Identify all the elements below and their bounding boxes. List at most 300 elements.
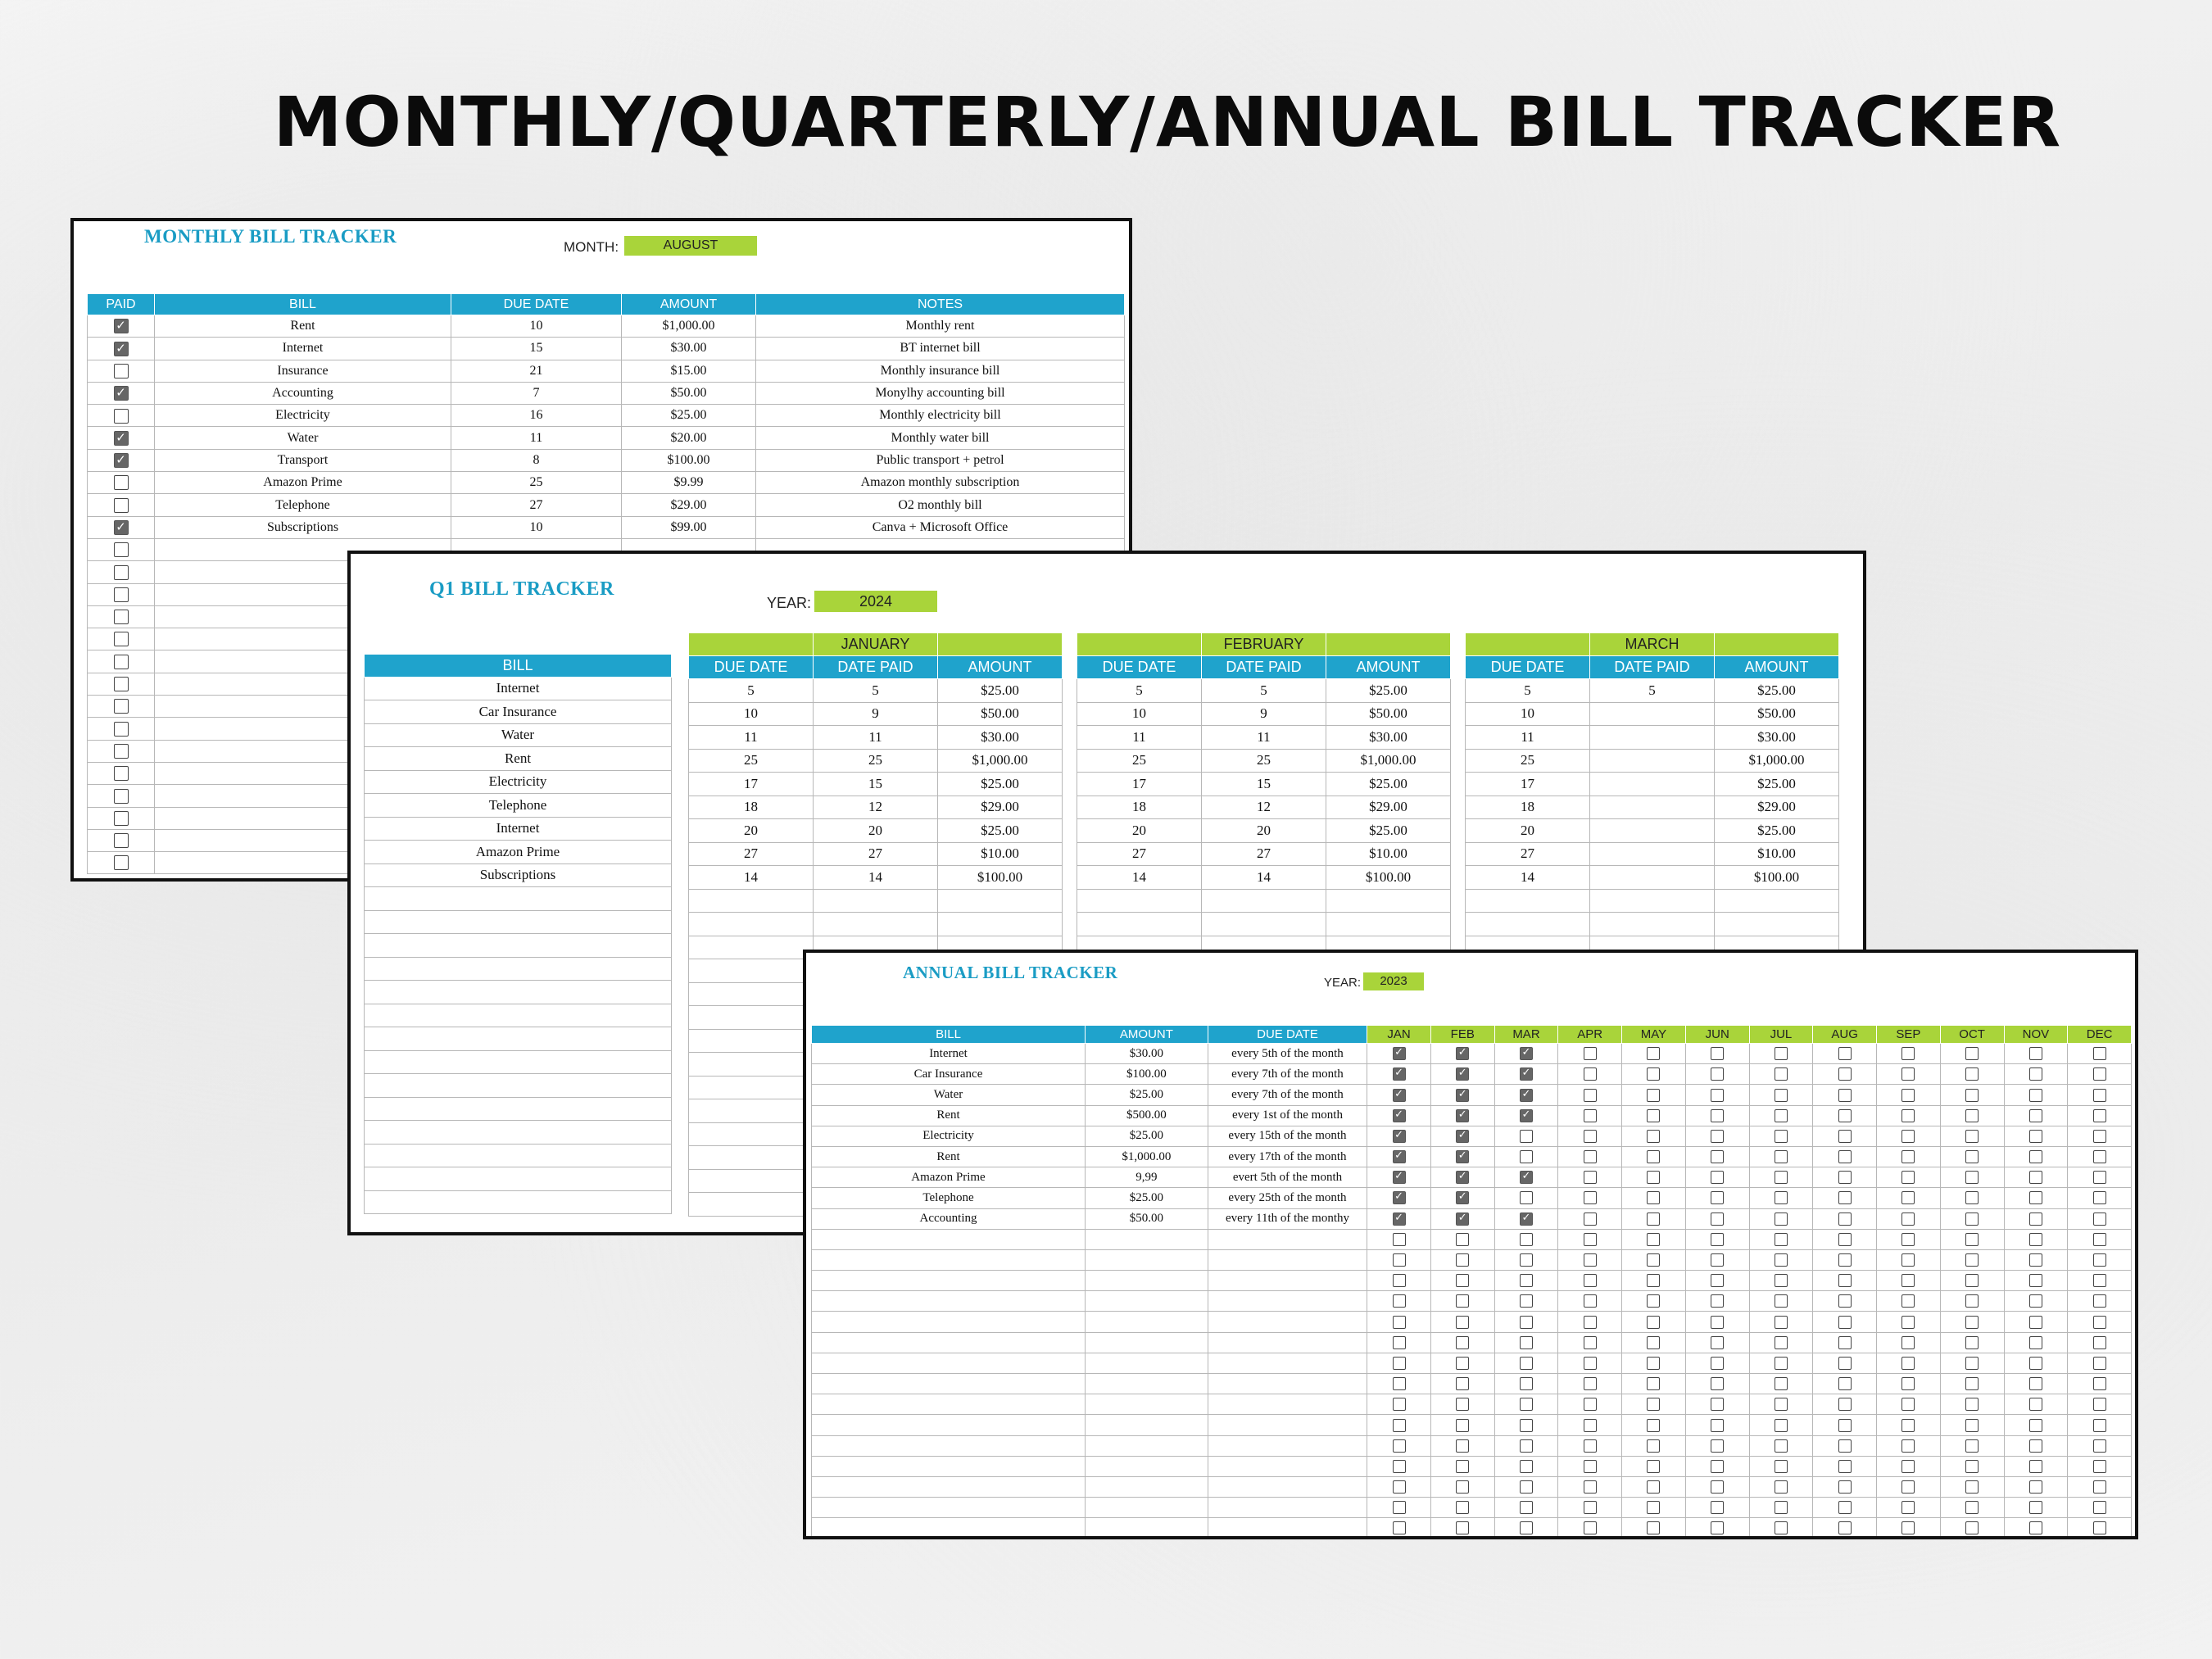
annual-due-cell[interactable]: every 11th of the monthy (1208, 1208, 1367, 1229)
month-paid-checkbox[interactable] (1965, 1253, 1979, 1267)
month-paid-checkbox[interactable] (1520, 1130, 1533, 1143)
empty-cell[interactable] (814, 889, 938, 913)
q1-date-paid-cell[interactable]: 15 (814, 773, 938, 796)
month-paid-checkbox[interactable] (1647, 1253, 1660, 1267)
month-paid-checkbox[interactable] (1456, 1357, 1469, 1370)
month-paid-checkbox[interactable] (2029, 1480, 2042, 1494)
month-paid-checkbox[interactable] (1965, 1067, 1979, 1081)
month-paid-checkbox[interactable] (1520, 1521, 1533, 1534)
month-paid-checkbox[interactable]: ✓ (1456, 1191, 1469, 1204)
monthly-amount-cell[interactable]: $29.00 (622, 494, 756, 516)
empty-cell[interactable] (689, 1146, 814, 1170)
month-paid-checkbox[interactable]: ✓ (1393, 1067, 1406, 1081)
empty-cell[interactable] (365, 887, 672, 911)
month-paid-checkbox[interactable] (1838, 1377, 1852, 1390)
month-paid-checkbox[interactable] (1775, 1274, 1788, 1287)
q1-date-paid-cell[interactable]: 5 (814, 679, 938, 703)
empty-cell[interactable] (1590, 889, 1715, 913)
annual-amount-cell[interactable]: $50.00 (1086, 1208, 1208, 1229)
q1-date-paid-cell[interactable]: 12 (1202, 796, 1326, 819)
month-paid-checkbox[interactable] (1775, 1213, 1788, 1226)
paid-checkbox[interactable] (114, 766, 129, 781)
month-paid-checkbox[interactable] (1647, 1336, 1660, 1349)
empty-cell[interactable] (1208, 1353, 1367, 1373)
month-paid-checkbox[interactable] (1647, 1067, 1660, 1081)
annual-due-cell[interactable]: every 1st of the month (1208, 1105, 1367, 1126)
month-paid-checkbox[interactable] (1711, 1316, 1724, 1329)
q1-amount-cell[interactable]: $30.00 (1715, 726, 1839, 750)
month-paid-checkbox[interactable] (1584, 1171, 1597, 1184)
q1-date-paid-cell[interactable]: 5 (1590, 679, 1715, 703)
month-paid-checkbox[interactable] (1584, 1130, 1597, 1143)
q1-bill-cell[interactable]: Electricity (365, 770, 672, 794)
month-paid-checkbox[interactable] (1393, 1316, 1406, 1329)
empty-cell[interactable] (1466, 889, 1590, 913)
q1-due-date-cell[interactable]: 25 (1466, 749, 1590, 773)
q1-amount-cell[interactable]: $25.00 (1715, 679, 1839, 703)
month-paid-checkbox[interactable] (1647, 1233, 1660, 1246)
empty-cell[interactable] (812, 1229, 1086, 1249)
month-paid-checkbox[interactable] (2093, 1253, 2106, 1267)
monthly-bill-cell[interactable]: Internet (155, 338, 451, 360)
monthly-due-cell[interactable]: 16 (451, 405, 622, 427)
monthly-due-cell[interactable]: 10 (451, 315, 622, 338)
q1-date-paid-cell[interactable]: 9 (1202, 702, 1326, 726)
q1-due-date-cell[interactable]: 25 (689, 749, 814, 773)
month-paid-checkbox[interactable] (2093, 1357, 2106, 1370)
paid-checkbox[interactable] (114, 610, 129, 624)
month-paid-checkbox[interactable] (2029, 1274, 2042, 1287)
monthly-amount-cell[interactable]: $15.00 (622, 360, 756, 382)
empty-cell[interactable] (1208, 1498, 1367, 1518)
month-paid-checkbox[interactable] (1711, 1294, 1724, 1308)
month-paid-checkbox[interactable] (1647, 1089, 1660, 1102)
q1-due-date-cell[interactable]: 5 (689, 679, 814, 703)
q1-bill-cell[interactable]: Amazon Prime (365, 841, 672, 864)
month-paid-checkbox[interactable] (1838, 1047, 1852, 1060)
month-paid-checkbox[interactable] (1584, 1109, 1597, 1122)
month-paid-checkbox[interactable] (2093, 1067, 2106, 1081)
month-paid-checkbox[interactable]: ✓ (1393, 1213, 1406, 1226)
month-paid-checkbox[interactable] (1711, 1213, 1724, 1226)
paid-checkbox[interactable]: ✓ (114, 520, 129, 535)
month-paid-checkbox[interactable] (1902, 1419, 1915, 1432)
month-paid-checkbox[interactable] (1584, 1253, 1597, 1267)
q1-due-date-cell[interactable]: 27 (1077, 842, 1202, 866)
month-paid-checkbox[interactable]: ✓ (1393, 1047, 1406, 1060)
empty-cell[interactable] (812, 1291, 1086, 1312)
empty-cell[interactable] (1086, 1332, 1208, 1353)
month-paid-checkbox[interactable] (1711, 1191, 1724, 1204)
month-paid-checkbox[interactable] (1520, 1233, 1533, 1246)
month-paid-checkbox[interactable] (2093, 1233, 2106, 1246)
monthly-notes-cell[interactable]: BT internet bill (756, 338, 1125, 360)
month-paid-checkbox[interactable] (2029, 1089, 2042, 1102)
empty-cell[interactable] (812, 1415, 1086, 1435)
month-paid-checkbox[interactable] (2093, 1521, 2106, 1534)
month-paid-checkbox[interactable] (1584, 1501, 1597, 1514)
month-paid-checkbox[interactable] (1456, 1419, 1469, 1432)
month-paid-checkbox[interactable] (1838, 1067, 1852, 1081)
empty-cell[interactable] (1208, 1435, 1367, 1456)
monthly-notes-cell[interactable]: Public transport + petrol (756, 449, 1125, 471)
month-paid-checkbox[interactable] (2029, 1067, 2042, 1081)
month-paid-checkbox[interactable] (1902, 1377, 1915, 1390)
month-paid-checkbox[interactable] (1711, 1419, 1724, 1432)
month-paid-checkbox[interactable] (1584, 1316, 1597, 1329)
month-paid-checkbox[interactable]: ✓ (1456, 1150, 1469, 1163)
paid-checkbox[interactable] (114, 565, 129, 580)
paid-checkbox[interactable]: ✓ (114, 386, 129, 401)
q1-due-date-cell[interactable]: 27 (1466, 842, 1590, 866)
month-paid-checkbox[interactable] (1838, 1419, 1852, 1432)
month-paid-checkbox[interactable] (2029, 1213, 2042, 1226)
empty-cell[interactable] (1086, 1415, 1208, 1435)
month-paid-checkbox[interactable] (1711, 1357, 1724, 1370)
month-paid-checkbox[interactable] (1965, 1109, 1979, 1122)
month-paid-checkbox[interactable] (1838, 1233, 1852, 1246)
month-paid-checkbox[interactable] (1775, 1047, 1788, 1060)
q1-bill-cell[interactable]: Internet (365, 817, 672, 841)
month-paid-checkbox[interactable] (1520, 1274, 1533, 1287)
month-paid-checkbox[interactable] (1520, 1398, 1533, 1411)
month-paid-checkbox[interactable] (1775, 1316, 1788, 1329)
month-paid-checkbox[interactable] (1393, 1398, 1406, 1411)
month-paid-checkbox[interactable] (1393, 1294, 1406, 1308)
empty-cell[interactable] (1326, 889, 1451, 913)
month-paid-checkbox[interactable] (1965, 1357, 1979, 1370)
q1-date-paid-cell[interactable]: 5 (1202, 679, 1326, 703)
month-paid-checkbox[interactable] (1711, 1047, 1724, 1060)
month-paid-checkbox[interactable] (1838, 1336, 1852, 1349)
month-paid-checkbox[interactable] (1965, 1377, 1979, 1390)
month-paid-checkbox[interactable] (1393, 1419, 1406, 1432)
month-paid-checkbox[interactable] (1584, 1191, 1597, 1204)
paid-checkbox[interactable] (114, 677, 129, 691)
q1-due-date-cell[interactable]: 10 (689, 702, 814, 726)
month-paid-checkbox[interactable] (1711, 1233, 1724, 1246)
month-paid-checkbox[interactable] (1902, 1480, 1915, 1494)
annual-bill-cell[interactable]: Accounting (812, 1208, 1086, 1229)
month-paid-checkbox[interactable]: ✓ (1456, 1109, 1469, 1122)
month-paid-checkbox[interactable] (1965, 1521, 1979, 1534)
q1-due-date-cell[interactable]: 25 (1077, 749, 1202, 773)
month-paid-checkbox[interactable]: ✓ (1393, 1130, 1406, 1143)
month-paid-checkbox[interactable] (1838, 1130, 1852, 1143)
monthly-amount-cell[interactable]: $20.00 (622, 427, 756, 449)
q1-amount-cell[interactable]: $50.00 (1326, 702, 1451, 726)
paid-checkbox[interactable] (114, 789, 129, 804)
empty-cell[interactable] (365, 1004, 672, 1027)
month-paid-checkbox[interactable] (2029, 1336, 2042, 1349)
month-paid-checkbox[interactable] (1838, 1213, 1852, 1226)
empty-cell[interactable] (1590, 913, 1715, 936)
month-paid-checkbox[interactable] (1902, 1316, 1915, 1329)
empty-cell[interactable] (1715, 889, 1839, 913)
empty-cell[interactable] (689, 1099, 814, 1123)
empty-cell[interactable] (812, 1456, 1086, 1476)
empty-cell[interactable] (1086, 1456, 1208, 1476)
month-paid-checkbox[interactable] (1456, 1294, 1469, 1308)
q1-date-paid-cell[interactable]: 25 (1202, 749, 1326, 773)
annual-bill-cell[interactable]: Car Insurance (812, 1064, 1086, 1085)
paid-checkbox[interactable]: ✓ (114, 453, 129, 468)
q1-due-date-cell[interactable]: 18 (1466, 796, 1590, 819)
q1-bill-cell[interactable]: Rent (365, 747, 672, 771)
empty-cell[interactable] (938, 889, 1063, 913)
month-paid-checkbox[interactable] (1902, 1294, 1915, 1308)
month-paid-checkbox[interactable] (1711, 1398, 1724, 1411)
month-paid-checkbox[interactable] (1965, 1501, 1979, 1514)
monthly-notes-cell[interactable]: Amazon monthly subscription (756, 472, 1125, 494)
empty-cell[interactable] (365, 1074, 672, 1098)
month-paid-checkbox[interactable] (1711, 1171, 1724, 1184)
q1-due-date-cell[interactable]: 14 (689, 866, 814, 890)
empty-cell[interactable] (1208, 1249, 1367, 1270)
empty-cell[interactable] (1208, 1518, 1367, 1539)
q1-date-paid-cell[interactable] (1590, 702, 1715, 726)
month-paid-checkbox[interactable] (1647, 1213, 1660, 1226)
month-paid-checkbox[interactable] (1838, 1501, 1852, 1514)
month-paid-checkbox[interactable] (1647, 1109, 1660, 1122)
monthly-amount-cell[interactable]: $30.00 (622, 338, 756, 360)
empty-cell[interactable] (365, 1144, 672, 1167)
month-paid-checkbox[interactable] (1647, 1398, 1660, 1411)
empty-cell[interactable] (1208, 1415, 1367, 1435)
q1-due-date-cell[interactable]: 11 (1466, 726, 1590, 750)
q1-due-date-cell[interactable]: 10 (1466, 702, 1590, 726)
annual-due-cell[interactable]: every 7th of the month (1208, 1064, 1367, 1085)
month-paid-checkbox[interactable] (1965, 1336, 1979, 1349)
month-paid-checkbox[interactable] (2029, 1047, 2042, 1060)
month-paid-checkbox[interactable] (1520, 1336, 1533, 1349)
month-paid-checkbox[interactable] (2093, 1047, 2106, 1060)
month-paid-checkbox[interactable] (1584, 1294, 1597, 1308)
empty-cell[interactable] (1086, 1249, 1208, 1270)
month-paid-checkbox[interactable] (1711, 1089, 1724, 1102)
month-paid-checkbox[interactable] (1393, 1274, 1406, 1287)
annual-amount-cell[interactable]: $1,000.00 (1086, 1146, 1208, 1167)
q1-due-date-cell[interactable]: 17 (1077, 773, 1202, 796)
month-paid-checkbox[interactable] (2093, 1109, 2106, 1122)
month-paid-checkbox[interactable] (1647, 1274, 1660, 1287)
monthly-bill-cell[interactable]: Transport (155, 449, 451, 471)
month-paid-checkbox[interactable] (1838, 1109, 1852, 1122)
month-paid-checkbox[interactable] (1965, 1047, 1979, 1060)
month-paid-checkbox[interactable] (1775, 1419, 1788, 1432)
q1-amount-cell[interactable]: $25.00 (938, 679, 1063, 703)
month-paid-checkbox[interactable] (2029, 1501, 2042, 1514)
monthly-amount-cell[interactable]: $50.00 (622, 382, 756, 404)
month-paid-checkbox[interactable] (1393, 1480, 1406, 1494)
month-paid-checkbox[interactable] (1902, 1521, 1915, 1534)
month-paid-checkbox[interactable] (1520, 1501, 1533, 1514)
monthly-due-cell[interactable]: 10 (451, 516, 622, 538)
paid-checkbox[interactable] (114, 364, 129, 378)
month-paid-checkbox[interactable] (1838, 1253, 1852, 1267)
month-paid-checkbox[interactable] (1456, 1274, 1469, 1287)
empty-cell[interactable] (365, 957, 672, 981)
q1-due-date-cell[interactable]: 20 (1077, 819, 1202, 843)
q1-due-date-cell[interactable]: 20 (1466, 819, 1590, 843)
month-paid-checkbox[interactable]: ✓ (1520, 1213, 1533, 1226)
empty-cell[interactable] (812, 1476, 1086, 1497)
empty-cell[interactable] (1202, 913, 1326, 936)
annual-bill-cell[interactable]: Internet (812, 1044, 1086, 1064)
month-paid-checkbox[interactable] (1965, 1150, 1979, 1163)
month-paid-checkbox[interactable] (1647, 1377, 1660, 1390)
month-paid-checkbox[interactable] (1838, 1357, 1852, 1370)
month-paid-checkbox[interactable] (2093, 1171, 2106, 1184)
q1-date-paid-cell[interactable]: 11 (1202, 726, 1326, 750)
q1-amount-cell[interactable]: $10.00 (1326, 842, 1451, 866)
month-paid-checkbox[interactable] (2093, 1130, 2106, 1143)
q1-due-date-cell[interactable]: 14 (1077, 866, 1202, 890)
empty-cell[interactable] (1086, 1291, 1208, 1312)
empty-cell[interactable] (689, 1053, 814, 1077)
month-paid-checkbox[interactable] (2029, 1191, 2042, 1204)
monthly-amount-cell[interactable]: $99.00 (622, 516, 756, 538)
q1-amount-cell[interactable]: $30.00 (938, 726, 1063, 750)
month-paid-checkbox[interactable] (1456, 1316, 1469, 1329)
month-paid-checkbox[interactable] (1711, 1336, 1724, 1349)
month-paid-checkbox[interactable] (2093, 1150, 2106, 1163)
empty-cell[interactable] (1208, 1332, 1367, 1353)
month-value[interactable]: AUGUST (624, 236, 757, 256)
month-paid-checkbox[interactable] (1456, 1501, 1469, 1514)
month-paid-checkbox[interactable] (1965, 1213, 1979, 1226)
month-paid-checkbox[interactable]: ✓ (1393, 1171, 1406, 1184)
q1-date-paid-cell[interactable]: 20 (814, 819, 938, 843)
monthly-due-cell[interactable]: 21 (451, 360, 622, 382)
month-paid-checkbox[interactable] (1902, 1150, 1915, 1163)
monthly-bill-cell[interactable]: Electricity (155, 405, 451, 427)
month-paid-checkbox[interactable] (1838, 1191, 1852, 1204)
q1-date-paid-cell[interactable] (1590, 796, 1715, 819)
paid-checkbox[interactable] (114, 587, 129, 602)
empty-cell[interactable] (812, 1518, 1086, 1539)
month-paid-checkbox[interactable]: ✓ (1520, 1171, 1533, 1184)
q1-amount-cell[interactable]: $29.00 (938, 796, 1063, 819)
month-paid-checkbox[interactable] (1838, 1460, 1852, 1473)
q1-date-paid-cell[interactable]: 14 (814, 866, 938, 890)
q1-amount-cell[interactable]: $25.00 (938, 819, 1063, 843)
month-paid-checkbox[interactable] (1902, 1233, 1915, 1246)
annual-bill-cell[interactable]: Electricity (812, 1126, 1086, 1146)
monthly-amount-cell[interactable]: $1,000.00 (622, 315, 756, 338)
q1-amount-cell[interactable]: $100.00 (938, 866, 1063, 890)
annual-due-cell[interactable]: every 17th of the month (1208, 1146, 1367, 1167)
month-paid-checkbox[interactable] (1902, 1130, 1915, 1143)
q1-amount-cell[interactable]: $1,000.00 (1326, 749, 1451, 773)
empty-cell[interactable] (1086, 1394, 1208, 1415)
month-paid-checkbox[interactable] (1647, 1419, 1660, 1432)
empty-cell[interactable] (1086, 1435, 1208, 1456)
empty-cell[interactable] (365, 1027, 672, 1051)
empty-cell[interactable] (689, 1193, 814, 1217)
month-paid-checkbox[interactable] (1902, 1357, 1915, 1370)
annual-due-cell[interactable]: every 15th of the month (1208, 1126, 1367, 1146)
month-paid-checkbox[interactable] (1965, 1130, 1979, 1143)
monthly-notes-cell[interactable]: O2 monthly bill (756, 494, 1125, 516)
empty-cell[interactable] (1208, 1291, 1367, 1312)
annual-amount-cell[interactable]: $100.00 (1086, 1064, 1208, 1085)
q1-due-date-cell[interactable]: 5 (1077, 679, 1202, 703)
month-paid-checkbox[interactable] (2093, 1213, 2106, 1226)
monthly-notes-cell[interactable]: Monthly insurance bill (756, 360, 1125, 382)
empty-cell[interactable] (365, 1190, 672, 1214)
q1-date-paid-cell[interactable]: 20 (1202, 819, 1326, 843)
monthly-bill-cell[interactable]: Water (155, 427, 451, 449)
q1-amount-cell[interactable]: $30.00 (1326, 726, 1451, 750)
paid-checkbox[interactable]: ✓ (114, 319, 129, 333)
q1-amount-cell[interactable]: $10.00 (938, 842, 1063, 866)
paid-checkbox[interactable]: ✓ (114, 431, 129, 446)
empty-cell[interactable] (689, 1006, 814, 1030)
empty-cell[interactable] (1208, 1394, 1367, 1415)
month-paid-checkbox[interactable] (1584, 1213, 1597, 1226)
paid-checkbox[interactable] (114, 699, 129, 714)
empty-cell[interactable] (812, 1374, 1086, 1394)
month-paid-checkbox[interactable] (2093, 1398, 2106, 1411)
empty-cell[interactable] (1086, 1229, 1208, 1249)
empty-cell[interactable] (938, 913, 1063, 936)
monthly-amount-cell[interactable]: $25.00 (622, 405, 756, 427)
month-paid-checkbox[interactable] (1647, 1357, 1660, 1370)
paid-checkbox[interactable] (114, 655, 129, 669)
month-paid-checkbox[interactable] (1838, 1294, 1852, 1308)
month-paid-checkbox[interactable] (1965, 1480, 1979, 1494)
empty-cell[interactable] (1326, 913, 1451, 936)
month-paid-checkbox[interactable] (1647, 1130, 1660, 1143)
month-paid-checkbox[interactable] (1775, 1501, 1788, 1514)
month-paid-checkbox[interactable] (1647, 1501, 1660, 1514)
month-paid-checkbox[interactable] (1647, 1191, 1660, 1204)
month-paid-checkbox[interactable] (2093, 1419, 2106, 1432)
empty-cell[interactable] (689, 959, 814, 983)
annual-amount-cell[interactable]: $30.00 (1086, 1044, 1208, 1064)
empty-cell[interactable] (812, 1435, 1086, 1456)
empty-cell[interactable] (1086, 1518, 1208, 1539)
month-paid-checkbox[interactable] (2029, 1357, 2042, 1370)
month-paid-checkbox[interactable] (1711, 1150, 1724, 1163)
month-paid-checkbox[interactable] (1775, 1109, 1788, 1122)
month-paid-checkbox[interactable] (1965, 1439, 1979, 1453)
q1-bill-cell[interactable]: Car Insurance (365, 700, 672, 724)
month-paid-checkbox[interactable] (1647, 1460, 1660, 1473)
paid-checkbox[interactable] (114, 498, 129, 513)
month-paid-checkbox[interactable] (1393, 1501, 1406, 1514)
month-paid-checkbox[interactable] (1393, 1460, 1406, 1473)
month-paid-checkbox[interactable] (1775, 1130, 1788, 1143)
month-paid-checkbox[interactable] (1902, 1460, 1915, 1473)
annual-amount-cell[interactable]: $25.00 (1086, 1126, 1208, 1146)
month-paid-checkbox[interactable] (1520, 1316, 1533, 1329)
month-paid-checkbox[interactable] (1584, 1480, 1597, 1494)
q1-due-date-cell[interactable]: 5 (1466, 679, 1590, 703)
month-paid-checkbox[interactable] (1902, 1213, 1915, 1226)
month-paid-checkbox[interactable] (1520, 1419, 1533, 1432)
month-paid-checkbox[interactable] (1775, 1067, 1788, 1081)
month-paid-checkbox[interactable] (1838, 1150, 1852, 1163)
month-paid-checkbox[interactable] (2029, 1233, 2042, 1246)
month-paid-checkbox[interactable] (1838, 1274, 1852, 1287)
q1-amount-cell[interactable]: $29.00 (1326, 796, 1451, 819)
month-paid-checkbox[interactable] (2093, 1439, 2106, 1453)
month-paid-checkbox[interactable] (1584, 1067, 1597, 1081)
month-paid-checkbox[interactable] (1584, 1336, 1597, 1349)
month-paid-checkbox[interactable] (1456, 1439, 1469, 1453)
